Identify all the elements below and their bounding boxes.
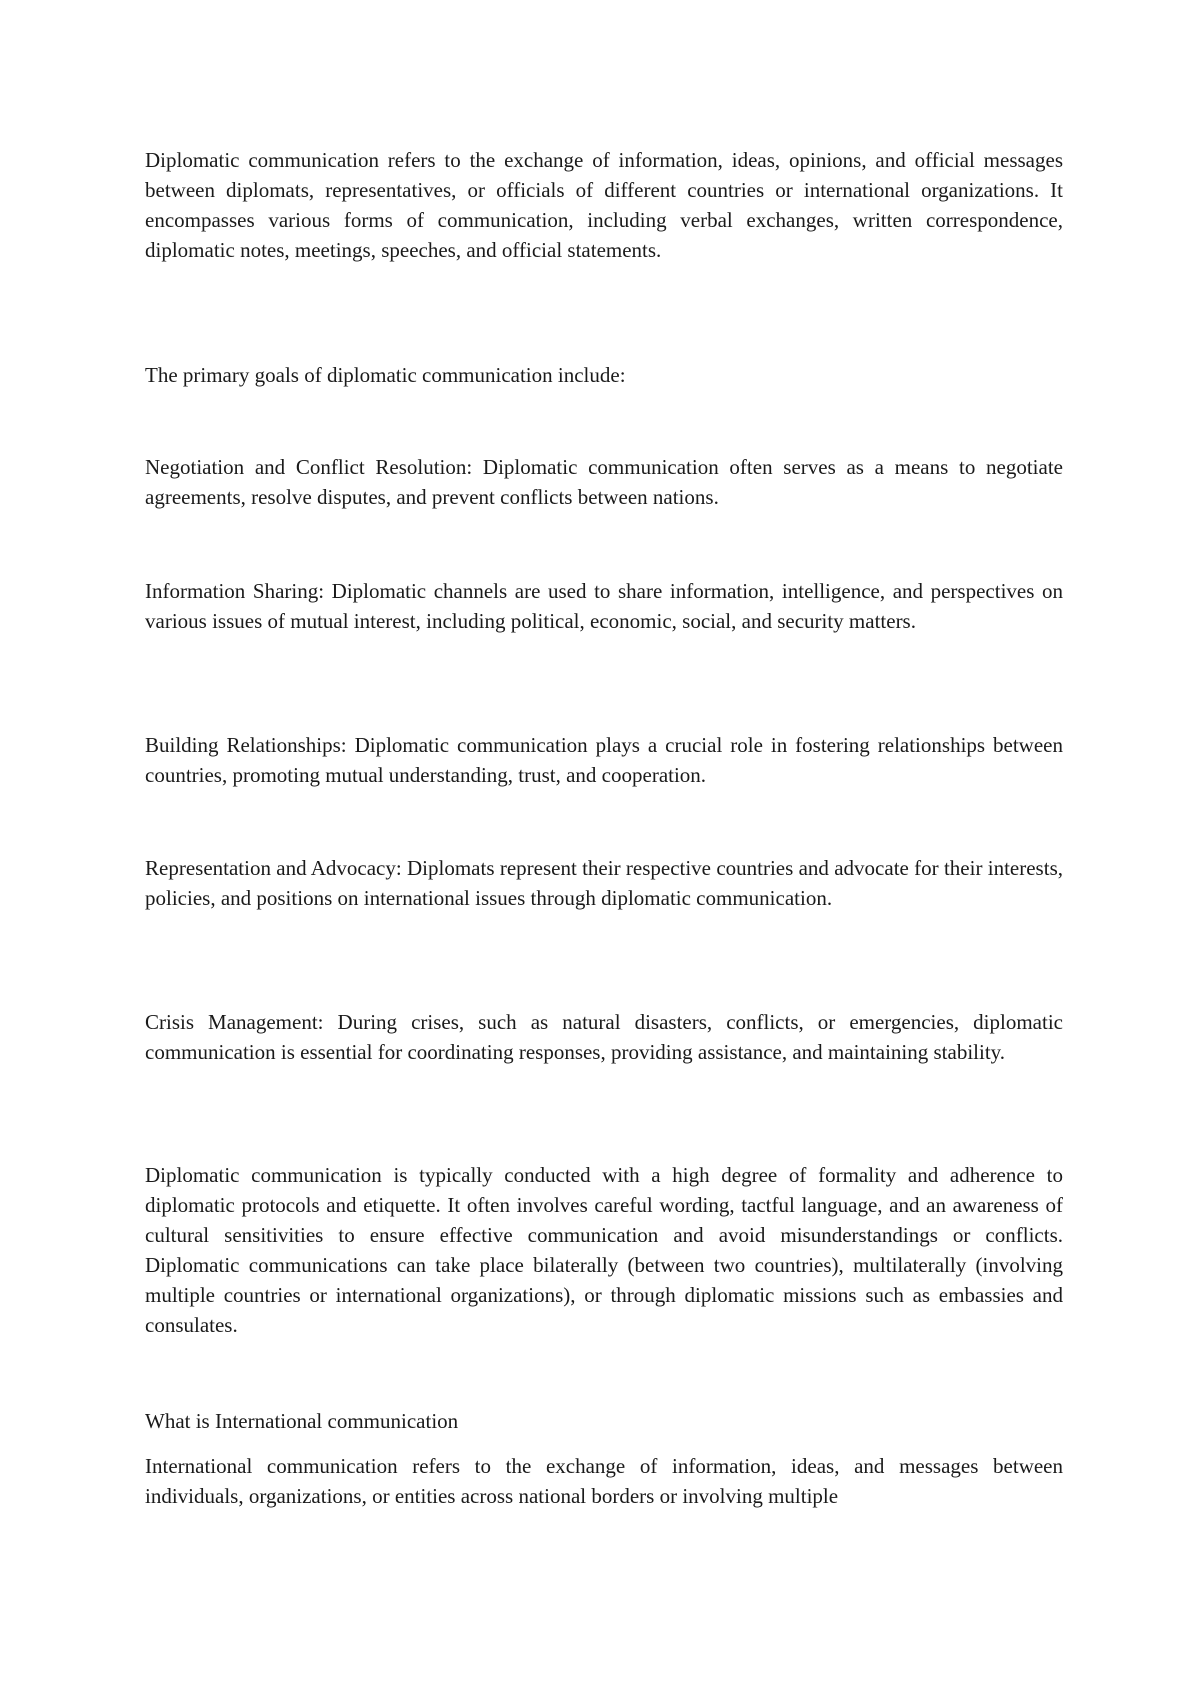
formality-paragraph: Diplomatic communication is typically conducted with a high degree of formality and adherence to diplomatic protocols and etiquette. It often involves careful wording, tactful language, and an awareness of cultural sensitivities to ensure effective communication and avoid misunderstandings or conflicts. Diplomatic communications can take place bilaterally (between two countries), multilaterally (involving multiple countries or international organizations), or through diplomatic missions such as embassies and consulates. [145, 1163, 1063, 1337]
goals-intro-line: The primary goals of diplomatic communication include: [145, 363, 626, 387]
goal-building-relationships-paragraph: Building Relationships: Diplomatic communication plays a crucial role in fostering relationships between countries, promoting mutual understanding, trust, and cooperation. [145, 733, 1063, 787]
goal-crisis-management-paragraph: Crisis Management: During crises, such as natural disasters, conflicts, or emergencies, diplomatic communication is essential for coordinating responses, providing assistance, and maintaining stability. [145, 1010, 1063, 1064]
intro-paragraph: Diplomatic communication refers to the exchange of information, ideas, opinions, and official messages between diplomats, representatives, or officials of different countries or international organizations. It encompasses various forms of communication, including verbal exchanges, written correspondence, diplomatic notes, meetings, speeches, and official statements. [145, 148, 1063, 262]
international-communication-paragraph: International communication refers to the exchange of information, ideas, and messages between individuals, organizations, or entities across national borders or involving multiple [145, 1454, 1063, 1508]
section-heading-international-communication: What is International communication [145, 1409, 459, 1433]
goal-information-sharing-paragraph: Information Sharing: Diplomatic channels are used to share information, intelligence, and perspectives on various issues of mutual interest, including political, economic, social, and security matters. [145, 579, 1063, 633]
goal-representation-paragraph: Representation and Advocacy: Diplomats represent their respective countries and advocate for their interests, policies, and positions on international issues through diplomatic communication. [145, 856, 1063, 910]
goal-negotiation-paragraph: Negotiation and Conflict Resolution: Diplomatic communication often serves as a means to negotiate agreements, resolve disputes, and prevent conflicts between nations. [145, 455, 1063, 509]
